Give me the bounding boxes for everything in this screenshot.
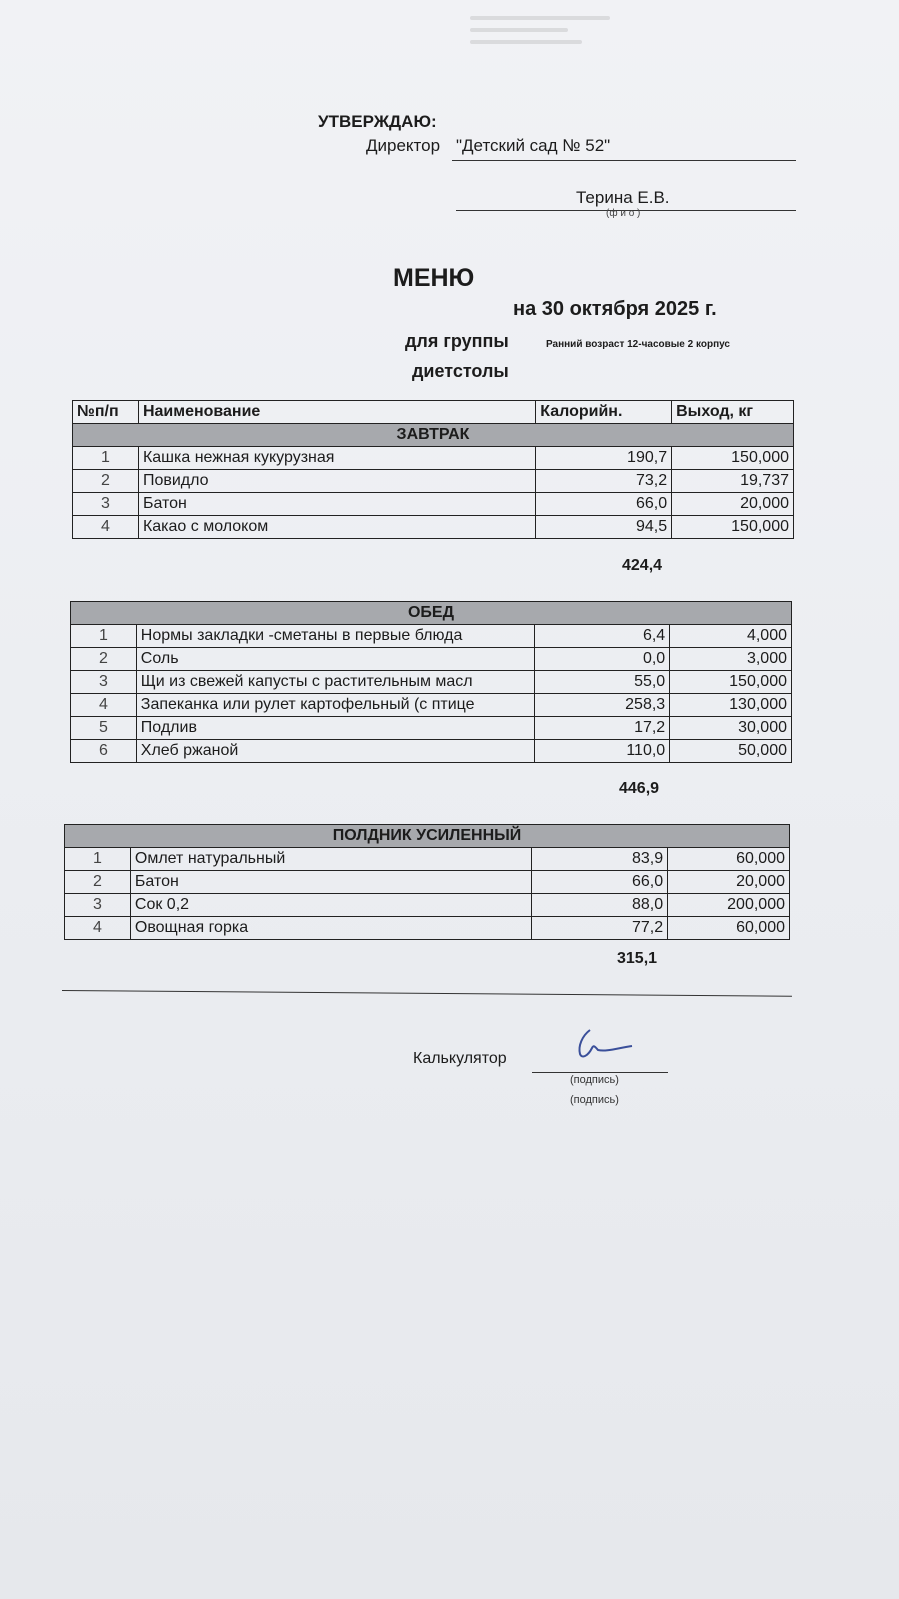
breakfast-total: 424,4 (622, 557, 663, 574)
row-out: 150,000 (672, 516, 794, 539)
table-row (73, 516, 794, 539)
row-name: Овощная горка (130, 917, 531, 940)
row-num: 5 (71, 717, 137, 740)
row-num: 2 (71, 648, 137, 671)
table-row (65, 871, 790, 894)
header-out: Выход, кг (672, 401, 794, 424)
row-out: 50,000 (670, 740, 792, 763)
section-title: ПОЛДНИК УСИЛЕННЫЙ (65, 825, 790, 848)
row-cal: 17,2 (534, 717, 670, 740)
lunch-table (70, 601, 792, 763)
table-row (65, 917, 790, 940)
row-num: 1 (73, 447, 139, 470)
row-cal: 55,0 (534, 671, 670, 694)
row-out: 20,000 (668, 871, 790, 894)
director-label: Директор (366, 136, 441, 155)
row-out: 30,000 (670, 717, 792, 740)
menu-date: на 30 октября 2025 г. (513, 298, 717, 320)
row-out: 19,737 (672, 470, 794, 493)
lunch-total: 446,9 (619, 780, 660, 797)
table-row (65, 848, 790, 871)
table-row (71, 717, 792, 740)
table-row (71, 648, 792, 671)
section-title-row (65, 825, 790, 848)
row-name: Щи из свежей капусты с растительным масл (136, 671, 534, 694)
signature-caption-2: (подпись) (570, 1094, 619, 1106)
approval-title: УТВЕРЖДАЮ: (318, 112, 437, 131)
section-title: ОБЕД (71, 602, 792, 625)
table-row (73, 470, 794, 493)
calculator-label: Калькулятор (413, 1050, 507, 1067)
row-name: Какао с молоком (138, 516, 535, 539)
row-cal: 190,7 (536, 447, 672, 470)
header-num: №п/п (73, 401, 139, 424)
row-cal: 110,0 (534, 740, 670, 763)
row-out: 4,000 (670, 625, 792, 648)
row-out: 60,000 (668, 917, 790, 940)
signature-caption-1: (подпись) (570, 1074, 619, 1086)
bleed-through-marks (470, 8, 610, 58)
row-out: 150,000 (670, 671, 792, 694)
row-out: 200,000 (668, 894, 790, 917)
header-name: Наименование (138, 401, 535, 424)
footer-divider (62, 990, 792, 997)
row-name: Повидло (138, 470, 535, 493)
row-num: 4 (73, 516, 139, 539)
menu-title: МЕНЮ (393, 264, 475, 292)
row-name: Батон (138, 493, 535, 516)
row-cal: 77,2 (532, 917, 668, 940)
row-num: 1 (71, 625, 137, 648)
row-num: 2 (73, 470, 139, 493)
row-out: 150,000 (672, 447, 794, 470)
row-cal: 0,0 (534, 648, 670, 671)
section-title-row (73, 424, 794, 447)
table-header-row (73, 401, 794, 424)
row-name: Сок 0,2 (130, 894, 531, 917)
snack-total: 315,1 (617, 950, 658, 967)
row-num: 2 (65, 871, 131, 894)
row-cal: 6,4 (534, 625, 670, 648)
row-name: Запеканка или рулет картофельный (с птице (136, 694, 534, 717)
row-name: Кашка нежная кукурузная (138, 447, 535, 470)
row-num: 3 (71, 671, 137, 694)
name-caption: (ф и о ) (606, 208, 641, 219)
row-cal: 88,0 (532, 894, 668, 917)
row-cal: 258,3 (534, 694, 670, 717)
row-cal: 83,9 (532, 848, 668, 871)
row-num: 4 (71, 694, 137, 717)
group-label: для группы (405, 331, 509, 351)
table-row (71, 671, 792, 694)
group-value: Ранний возраст 12-часовые 2 корпус (546, 339, 730, 350)
signature-line (532, 1072, 668, 1073)
row-out: 20,000 (672, 493, 794, 516)
table-row (71, 740, 792, 763)
diet-label: диетстолы (412, 361, 509, 381)
table-row (71, 694, 792, 717)
section-title-row (71, 602, 792, 625)
snack-table (64, 824, 790, 940)
handwritten-signature (572, 1026, 636, 1064)
director-name: Терина Е.В. (576, 188, 670, 207)
row-name: Батон (130, 871, 531, 894)
table-row (73, 447, 794, 470)
row-cal: 73,2 (536, 470, 672, 493)
row-name: Соль (136, 648, 534, 671)
row-name: Хлеб ржаной (136, 740, 534, 763)
section-title: ЗАВТРАК (73, 424, 794, 447)
row-name: Подлив (136, 717, 534, 740)
table-row (71, 625, 792, 648)
row-name: Нормы закладки -сметаны в первые блюда (136, 625, 534, 648)
table-row (73, 493, 794, 516)
row-cal: 66,0 (532, 871, 668, 894)
row-num: 6 (71, 740, 137, 763)
row-cal: 94,5 (536, 516, 672, 539)
org-name: "Детский сад № 52" (456, 136, 611, 155)
row-cal: 66,0 (536, 493, 672, 516)
org-underline (452, 160, 796, 161)
row-out: 3,000 (670, 648, 792, 671)
row-num: 3 (65, 894, 131, 917)
row-out: 60,000 (668, 848, 790, 871)
row-num: 1 (65, 848, 131, 871)
header-cal: Калорийн. (536, 401, 672, 424)
table-row (65, 894, 790, 917)
row-num: 3 (73, 493, 139, 516)
row-name: Омлет натуральный (130, 848, 531, 871)
breakfast-table (72, 400, 794, 539)
row-out: 130,000 (670, 694, 792, 717)
row-num: 4 (65, 917, 131, 940)
